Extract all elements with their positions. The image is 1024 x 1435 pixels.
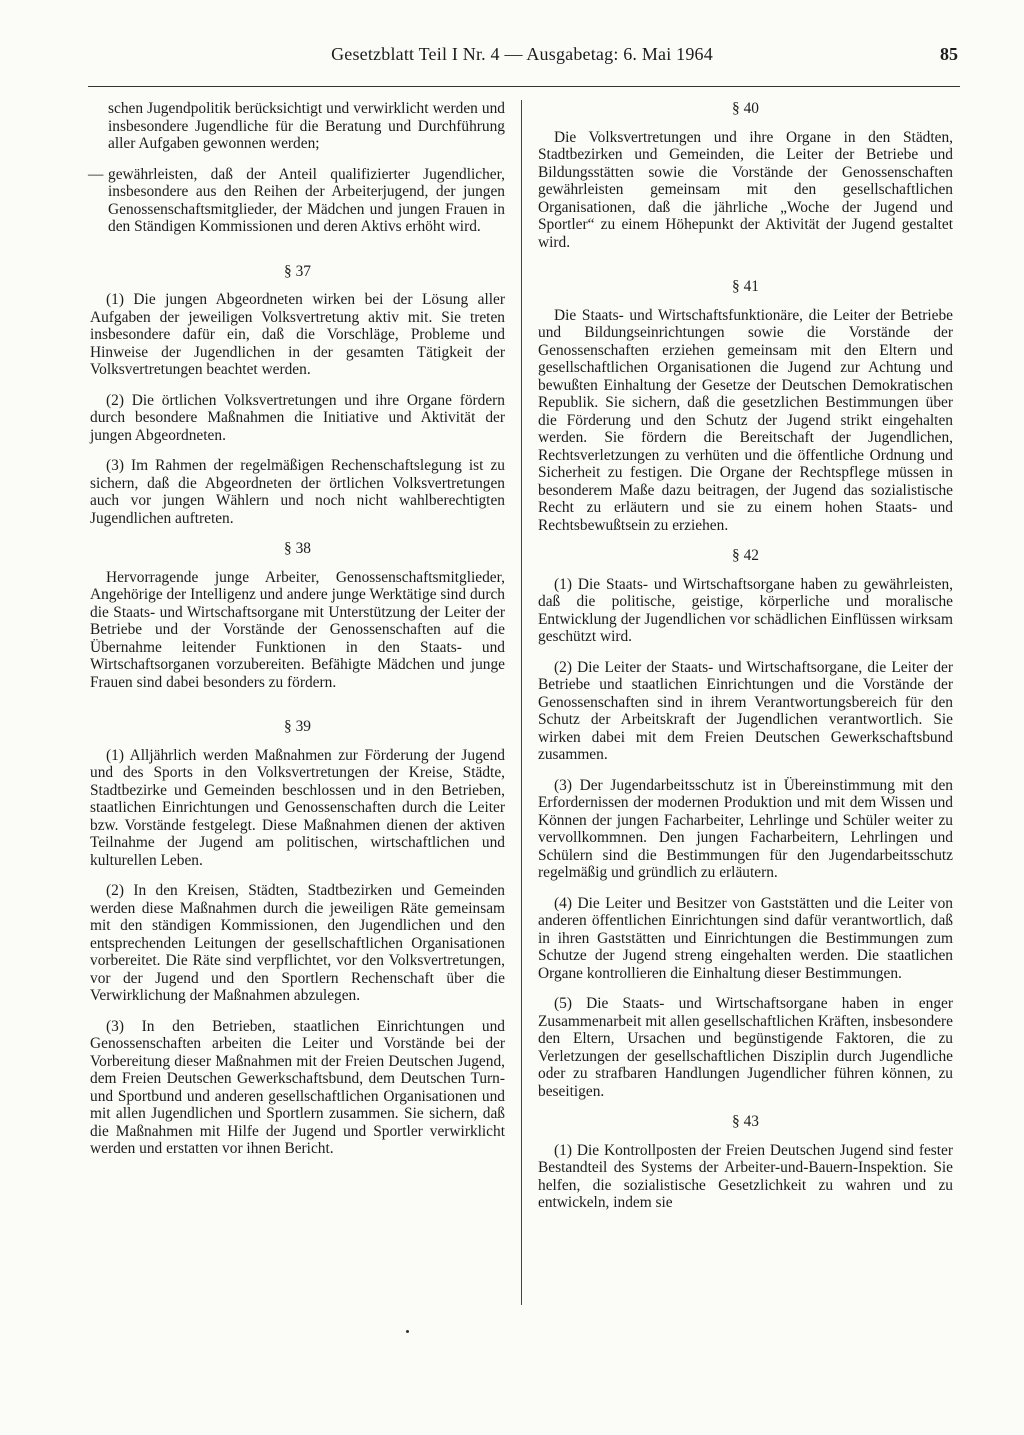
paragraph: Die Volksvertretungen und ihre Organe in den Städten, Stadtbezirken und Gemeinden, die Leiter der Betriebe und Bildungsstätten sowie die Vorstände der Genossenschaften gewährleisten gemeinsam mit den gesellschaftlichen Organisationen, daß die jährliche „Woche der Jugend und Sportler“ zu einem Höhepunkt der Aktivität der Jugend gestaltet wird. xyxy=(538,128,953,251)
header-rule xyxy=(88,86,960,87)
paragraph: Die Staats- und Wirtschaftsfunktionäre, die Leiter der Betriebe und Bildungseinrichtungen sowie die Vorstände der Genossenschaften erziehen gemeinsam mit den Eltern und gesellschaftlichen Organisationen die Jugend zur Achtung und bewußten Einhaltung der Gesetze der Deutschen Demokratischen Republik. Sie sichern, daß die gesetzlichen Bestimmungen über die Förderung und den Schutz der Jugend strikt eingehalten werden. Sie fördern die Bereitschaft der Jugendlichen, Rechtsverletzungen zu verhüten und die öffentliche Ordnung und Sicherheit zu festigen. Die Organe der Rechtspflege müssen in besonderem Maße dazu beitragen, der Jugend das sozialistische Recht zu erläutern und sie zu einem hohen Staats- und Rechtsbewußtsein zu erziehen. xyxy=(538,306,953,534)
left-column xyxy=(90,100,505,1330)
spacer xyxy=(538,264,953,278)
section-heading-40: § 40 xyxy=(732,100,759,117)
section-heading-37: § 37 xyxy=(284,262,311,280)
print-speck xyxy=(406,1330,409,1333)
section-heading-39: § 39 xyxy=(284,718,311,735)
header-title: Gesetzblatt Teil I Nr. 4 — Ausgabetag: 6. Mai 1964 xyxy=(331,44,713,64)
paragraph: (3) In den Betrieben, staatlichen Einrichtungen und Genossenschaften arbeiten die Leiter und Vorstände bei der Vorbereitung dieser Maßnahmen mit der Freien Deutschen Jugend, dem Freien Deutschen Gewerkschaftsbund, dem Deutschen Turn- und Sportbund und anderen gesellschaftlichen Organisationen und mit allen Jugendlichen und Sportlern zusammen. Sie sichern, daß die Maßnahmen mit Hilfe der Jugend und Sportler verwirklicht werden und erstatten vor ihnen Bericht. xyxy=(90,1017,505,1157)
right-column xyxy=(538,100,953,1330)
paragraph: (2) Die örtlichen Volksvertretungen und ihre Organe fördern durch besondere Maßnahmen die Initiative und Aktivität der jungen Abgeordneten. xyxy=(90,391,505,444)
section-heading-42: § 42 xyxy=(732,547,759,564)
spacer xyxy=(90,704,505,718)
paragraph: (3) Im Rahmen der regelmäßigen Rechenschaftslegung ist zu sichern, daß die Abgeordneten der örtlichen Volksvertretungen auch vor jungen Wählern und noch nicht wahlberechtigten Jugendlichen auftreten. xyxy=(90,457,505,527)
continuation-paragraph: schen Jugendpolitik berücksichtigt und verwirklicht werden und insbesondere Jugendliche für die Beratung und Durchführung aller Aufgaben gewonnen werden; xyxy=(108,100,505,152)
paragraph: Hervorragende junge Arbeiter, Genossenschaftsmitglieder, Angehörige der Intelligenz und andere junge Werktätige sind durch die Staats- und Wirtschaftsorgane mit Unterstützung der Leiter der Betriebe und der Vorstände der Genossenschaften auf die Übernahme leitender Funktionen in den Staats- und Wirtschaftsorganen vorzubereiten. Befähigte Mädchen und junge Frauen sind dabei besonders zu fördern. xyxy=(90,568,505,691)
section-heading-38: § 38 xyxy=(284,540,311,557)
column-divider xyxy=(521,100,522,1305)
paragraph: (1) Die Staats- und Wirtschaftsorgane haben zu gewährleisten, daß die politische, geistige, körperliche und moralische Entwicklung der Jugendlichen vor schädlichen Einflüssen wirksam geschützt wird. xyxy=(538,575,953,645)
paragraph: (5) Die Staats- und Wirtschaftsorgane haben in enger Zusammenarbeit mit allen gesellschaftlichen Kräften, insbesondere den Eltern, Ursachen und begünstigende Faktoren, die zu Verletzungen der gesellschaftlichen Disziplin durch Jugendliche oder zu strafbaren Handlungen Jugendlicher führen können, zu beseitigen. xyxy=(538,995,953,1100)
spacer xyxy=(90,249,505,263)
page-header xyxy=(0,44,1024,72)
section-heading-43: § 43 xyxy=(732,1113,759,1130)
dash-list-text: gewährleisten, daß der Anteil qualifizierter Jugendlicher, insbesondere aus den Reihen der Arbeiterjugend, der jungen Genossenschaftsmitglieder, der Mädchen und jungen Frauen in den Ständigen Kommissionen und deren Aktivs erhöht wird. xyxy=(108,165,505,235)
paragraph: (3) Der Jugendarbeitsschutz ist in Übereinstimmung mit den Erfordernissen der modernen Produktion und mit dem Wissen und Können der jungen Facharbeiter, Lehrlinge und Schüler weiter zu vervollkommnen. Den jungen Facharbeitern, Lehrlingen und Schülern sind die Bestimmungen für den Jugendarbeitsschutz regelmäßig und gründlich zu erläutern. xyxy=(538,776,953,881)
paragraph: (1) Alljährlich werden Maßnahmen zur Förderung der Jugend und des Sports in den Volksvertretungen der Kreise, Städte, Stadtbezirke und Gemeinden beschlossen und in den Betrieben, staatlichen Einrichtungen und Genossenschaften durch die Leiter bzw. Vorstände festgelegt. Diese Maßnahmen dienen der aktiven Teilnahme der Jugend am politischen, wirtschaftlichen und kulturellen Leben. xyxy=(90,746,505,869)
dash-marker: — xyxy=(88,165,104,183)
section-heading-41: § 41 xyxy=(732,278,759,295)
paragraph: (2) In den Kreisen, Städten, Stadtbezirken und Gemeinden werden diese Maßnahmen durch die jeweiligen Räte gemeinsam mit den ständigen Kommissionen, den Jugendlichen und den entsprechenden Leitungen der gesellschaftlichen Organisationen vorbereitet. Die Räte sind verpflichtet, vor den Volksvertretungen, vor der Jugend und den Sportlern Rechenschaft über die Verwirklichung der Maßnahmen abzulegen. xyxy=(90,882,505,1004)
paragraph: (4) Die Leiter und Besitzer von Gaststätten und die Leiter von anderen öffentlichen Einrichtungen sind dafür verantwortlich, daß in ihren Gaststätten und Einrichtungen die Bestimmungen zum Schutze der Jugend streng eingehalten werden. Die staatlichen Organe kontrollieren die Einhaltung dieser Bestimmungen. xyxy=(538,894,953,982)
paragraph: (2) Die Leiter der Staats- und Wirtschaftsorgane, die Leiter der Betriebe und staatlichen Einrichtungen und die Vorstände der Genossenschaften sind in ihrem Verantwortungsbereich für den Schutz der Arbeitskraft der Jugendlichen verantwortlich. Sie wirken dabei mit dem Freien Deutschen Gewerkschaftsbund zusammen. xyxy=(538,658,953,763)
page-number: 85 xyxy=(940,44,958,64)
paragraph: (1) Die jungen Abgeordneten wirken bei der Lösung aller Aufgaben der jeweiligen Volksvertretung aktiv mit. Sie treten insbesondere dafür ein, daß die Vorschläge, Probleme und Hinweise der Jugendlichen in der gesamten Tätigkeit der Volksvertretungen beachtet werden. xyxy=(90,291,505,378)
paragraph: (1) Die Kontrollposten der Freien Deutschen Jugend sind fester Bestandteil des Systems der Arbeiter-und-Bauern-Inspektion. Sie helfen, die sozialistische Gesetzlichkeit zu wahren und zu entwickeln, indem sie xyxy=(538,1141,953,1211)
dash-list-item xyxy=(90,166,505,236)
